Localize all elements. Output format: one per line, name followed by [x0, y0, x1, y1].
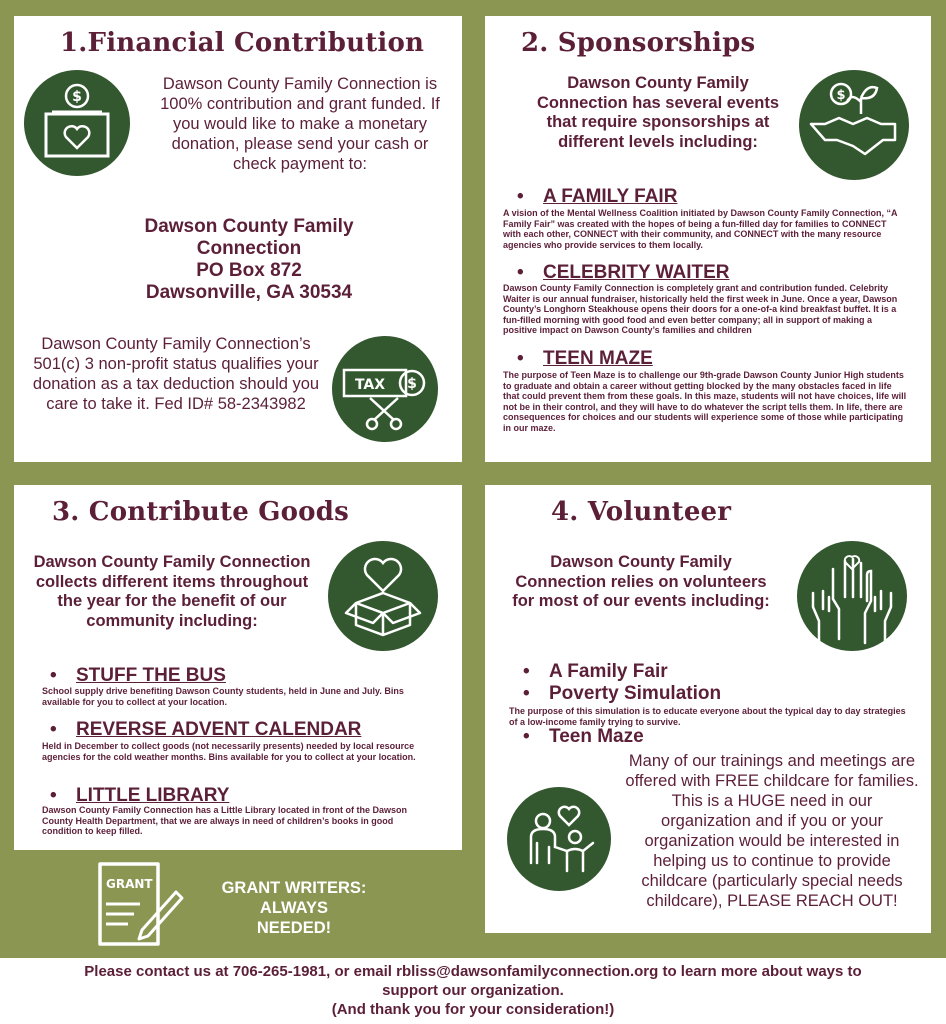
- donation-box-icon: [22, 68, 132, 178]
- goods-intro: Dawson County Family Connection collects different items throughout the year for the benefit of our community including:: [33, 553, 311, 630]
- volunteer-item-poverty-simulation: • Poverty Simulation: [523, 683, 722, 704]
- contribute-goods-panel: [14, 485, 462, 850]
- svg-text:TAX: TAX: [354, 377, 386, 393]
- sponsorship-item-family-fair: • A FAMILY FAIR: [517, 186, 678, 207]
- svg-text:GRANT: GRANT: [106, 877, 153, 891]
- address-line: Connection: [196, 238, 302, 259]
- goods-desc: Held in December to collect goods (not necessarily presents) needed by local resource agencies for the cold weather months. Bins available for you to collect at your location.: [42, 741, 416, 762]
- grant-line: GRANT WRITERS:: [221, 879, 367, 897]
- sponsorship-item-teen-maze: • TEEN MAZE: [517, 348, 653, 369]
- financial-contribution-panel: [14, 16, 462, 462]
- financial-title: 1.Financial Contribution: [60, 28, 425, 58]
- family-heart-icon: [505, 785, 613, 893]
- svg-text:$: $: [407, 376, 417, 392]
- volunteer-desc: The purpose of this simulation is to educate everyone about the typical day to day strategies of a low-income family trying to survive.: [509, 706, 906, 727]
- sponsorship-desc: The purpose of Teen Maze is to challenge our 9th-grade Dawson County Junior High students to graduate and obtain a career without getting blocked by the many obstacles faced in life that could prevent them from these goals. In this maze, students will not have choices, life will not be in their control, and they will have to do whatever the script tells them. In life, there are consequences for choices and our students will experience some of those while participating in our maze.: [503, 370, 907, 433]
- footer-line: (And thank you for your consideration!): [331, 1001, 615, 1018]
- grant-line: NEEDED!: [256, 919, 332, 937]
- footer: [0, 958, 946, 1024]
- sponsorship-item-celebrity-waiter: • CELEBRITY WAITER: [517, 262, 730, 283]
- mailing-address: [74, 216, 424, 304]
- grant-line: ALWAYS: [259, 899, 329, 917]
- sponsorships-panel: [485, 16, 931, 462]
- volunteer-panel: [485, 485, 931, 933]
- sponsorships-intro: Dawson County Family Connection has several events that require sponsorships at different levels including:: [536, 74, 780, 151]
- tax-note: Dawson County Family Connection’s 501(c) 3 non-profit status qualifies your donation as a tax deduction should you care to take it. Fed ID# 58-2343982: [32, 335, 320, 413]
- volunteer-title: 4. Volunteer: [551, 497, 732, 527]
- goods-title: 3. Contribute Goods: [52, 497, 349, 527]
- sponsorship-desc: A vision of the Mental Wellness Coalition initiated by Dawson County Family Connection, “A Family Fair” was created with the hopes of being a fun-filled day for families to CONNECT with each other, CONNECT with their community, and CONNECT with the many resource agencies who provide services to them locally.: [503, 208, 898, 250]
- grant-document-icon: [94, 860, 186, 950]
- contact-info: [0, 962, 946, 1019]
- footer-line: Please contact us at 706-265-1981, or email rbliss@dawsonfamilyconnection.org to learn more about ways to: [84, 963, 862, 980]
- goods-desc: School supply drive benefiting Dawson County students, held in June and July. Bins available for you to collect at your location.: [42, 686, 404, 707]
- sponsorships-title: 2. Sponsorships: [521, 28, 756, 58]
- volunteer-item-teen-maze: • Teen Maze: [523, 726, 644, 747]
- childcare-note: Many of our trainings and meetings are offered with FREE childcare for families. This is a HUGE need in our organization and if you or your organization would be interested in helping us to continue to provide childcare (particularly special needs childcare), PLEASE REACH OUT!: [625, 752, 919, 910]
- volunteer-item-family-fair: • A Family Fair: [523, 661, 668, 682]
- heart-box-icon: [326, 539, 440, 653]
- sponsorship-desc: Dawson County Family Connection is completely grant and contribution funded. Celebrity Waiter is our annual fundraiser, historically held the first week in June. Once a year, Dawson County’s Longhorn Steakhouse opens their doors for a one-of-a kind breakfast buffet. It is a fun-filled morning with good food and even better company; all in support of making a positive impact on Dawson County’s families and children: [503, 283, 898, 336]
- address-line: Dawsonville, GA 30534: [145, 282, 353, 303]
- goods-item-reverse-advent-calendar: • REVERSE ADVENT CALENDAR: [50, 719, 362, 740]
- footer-line: support our organization.: [382, 982, 564, 999]
- address-line: PO Box 872: [196, 260, 302, 281]
- svg-text:$: $: [72, 89, 82, 105]
- goods-item-stuff-the-bus: • STUFF THE BUS: [50, 665, 226, 686]
- raised-hands-icon: [795, 539, 909, 653]
- financial-intro: Dawson County Family Connection is 100% contribution and grant funded. If you would like to make a monetary donation, please send your cash or check payment to:: [160, 75, 440, 173]
- goods-desc: Dawson County Family Connection has a Little Library located in front of the Dawson County Health Department, that we are always in need of children’s books in good condition to keep filled.: [42, 805, 408, 837]
- address-line: Dawson County Family: [144, 216, 354, 237]
- tax-cut-icon: [330, 334, 440, 444]
- volunteer-intro: Dawson County Family Connection relies on volunteers for most of our events including:: [512, 553, 770, 610]
- svg-text:$: $: [836, 88, 846, 103]
- grant-writers-callout: [196, 878, 392, 938]
- goods-item-little-library: • LITTLE LIBRARY: [50, 785, 230, 806]
- handshake-money-icon: [797, 68, 911, 182]
